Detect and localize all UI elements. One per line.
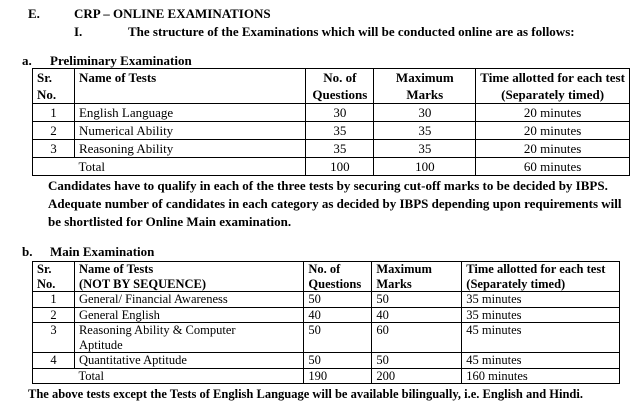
main-row-questions: 50: [304, 323, 372, 353]
main-head-m1: Maximum: [376, 262, 432, 276]
section-letter: E.: [28, 6, 40, 21]
prelim-label: a.: [22, 53, 32, 68]
prelim-row-name: Reasoning Ability: [74, 140, 305, 158]
table-row: [33, 307, 620, 323]
prelim-row-marks: 35: [374, 122, 476, 140]
prelim-head-q2: Questions: [312, 87, 368, 102]
main-row-sr: 3: [33, 323, 75, 353]
prelim-row-questions: 35: [306, 140, 374, 158]
main-total-time: 160 minutes: [462, 368, 620, 384]
sub-title: The structure of the Examinations which will be conducted online are as follows:: [128, 24, 575, 39]
sub-numeral: I.: [74, 24, 83, 39]
main-row-time: 35 minutes: [462, 307, 620, 323]
prelim-title: Preliminary Examination: [50, 53, 192, 68]
main-row-marks: 50: [372, 353, 462, 369]
prelim-total-name: Total: [74, 158, 305, 176]
main-row-name: Quantitative Aptitude: [74, 353, 303, 369]
main-row-name-cont: Aptitude: [78, 337, 123, 352]
section-title: CRP – ONLINE EXAMINATIONS: [74, 6, 271, 21]
main-head-t1: Time allotted for each test: [466, 262, 606, 276]
main-head-sr: Sr.: [37, 262, 52, 276]
prelim-note-1: Candidates have to qualify in each of the three tests by securing cut-off marks to be decided by IBPS.: [48, 178, 608, 193]
prelim-table: [32, 68, 630, 176]
prelim-header-row: [33, 69, 630, 104]
main-head-q2: Questions: [308, 276, 362, 291]
prelim-head-t1: Time allotted for each test: [480, 70, 625, 85]
main-head-name1: Name of Tests: [78, 262, 154, 276]
prelim-head-t2: (Separately timed): [501, 87, 605, 102]
prelim-total-questions: 100: [306, 158, 374, 176]
main-row-sr: 4: [33, 353, 75, 369]
prelim-head-name: Name of Tests: [74, 69, 305, 104]
table-row: [33, 292, 620, 308]
prelim-row-sr: 3: [33, 140, 75, 158]
prelim-row-name: English Language: [74, 104, 305, 122]
prelim-row-marks: 30: [374, 104, 476, 122]
prelim-head-m2: Marks: [406, 87, 444, 102]
main-footer-note: The above tests except the Tests of English Language will be available bilingually, i.e. English and Hindi.: [28, 387, 583, 401]
main-table: [32, 261, 620, 384]
prelim-total-marks: 100: [374, 158, 476, 176]
main-row-time: 45 minutes: [462, 323, 620, 353]
table-row: [33, 122, 630, 140]
main-head-name2: (NOT BY SEQUENCE): [78, 276, 207, 291]
main-header-row: [33, 262, 620, 292]
prelim-row-questions: 35: [306, 122, 374, 140]
main-row-marks: 40: [372, 307, 462, 323]
main-total-name: Total: [74, 368, 303, 384]
main-total-row: [33, 368, 620, 384]
main-row-questions: 50: [304, 292, 372, 308]
main-row-questions: 40: [304, 307, 372, 323]
prelim-row-marks: 35: [374, 140, 476, 158]
prelim-note-3: be shortlisted for Online Main examination.: [48, 214, 292, 229]
prelim-head-sr: Sr.: [37, 70, 53, 85]
main-head-t2: (Separately timed): [466, 276, 566, 291]
main-row-questions: 50: [304, 353, 372, 369]
table-row: [33, 140, 630, 158]
main-row-marks: 50: [372, 292, 462, 308]
main-title: Main Examination: [50, 244, 155, 259]
prelim-head-no: No.: [37, 87, 57, 102]
prelim-row-time: 20 minutes: [476, 140, 630, 158]
prelim-total-time: 60 minutes: [476, 158, 630, 176]
prelim-note-2: Adequate number of candidates in each category as decided by IBPS depending upon requirements will: [48, 196, 622, 211]
main-row-name: General English: [74, 307, 303, 323]
main-head-no: No.: [37, 276, 56, 291]
main-head-m2: Marks: [376, 276, 412, 291]
table-row: [33, 323, 620, 353]
prelim-head-q1: No. of: [323, 70, 357, 85]
main-total-questions: 190: [304, 368, 372, 384]
main-row-time: 35 minutes: [462, 292, 620, 308]
main-label: b.: [22, 244, 33, 259]
main-row-sr: 1: [33, 292, 75, 308]
prelim-row-time: 20 minutes: [476, 122, 630, 140]
prelim-total-row: [33, 158, 630, 176]
prelim-row-name: Numerical Ability: [74, 122, 305, 140]
prelim-row-sr: 1: [33, 104, 75, 122]
table-row: [33, 104, 630, 122]
prelim-row-questions: 30: [306, 104, 374, 122]
table-row: [33, 353, 620, 369]
main-row-marks: 60: [372, 323, 462, 353]
prelim-head-m1: Maximum: [395, 70, 454, 85]
main-total-marks: 200: [372, 368, 462, 384]
main-row-name: Reasoning Ability & Computer: [78, 323, 236, 337]
main-row-name: General/ Financial Awareness: [74, 292, 303, 308]
main-row-sr: 2: [33, 307, 75, 323]
main-row-time: 45 minutes: [462, 353, 620, 369]
main-head-q1: No. of: [308, 262, 341, 276]
prelim-row-sr: 2: [33, 122, 75, 140]
prelim-row-time: 20 minutes: [476, 104, 630, 122]
